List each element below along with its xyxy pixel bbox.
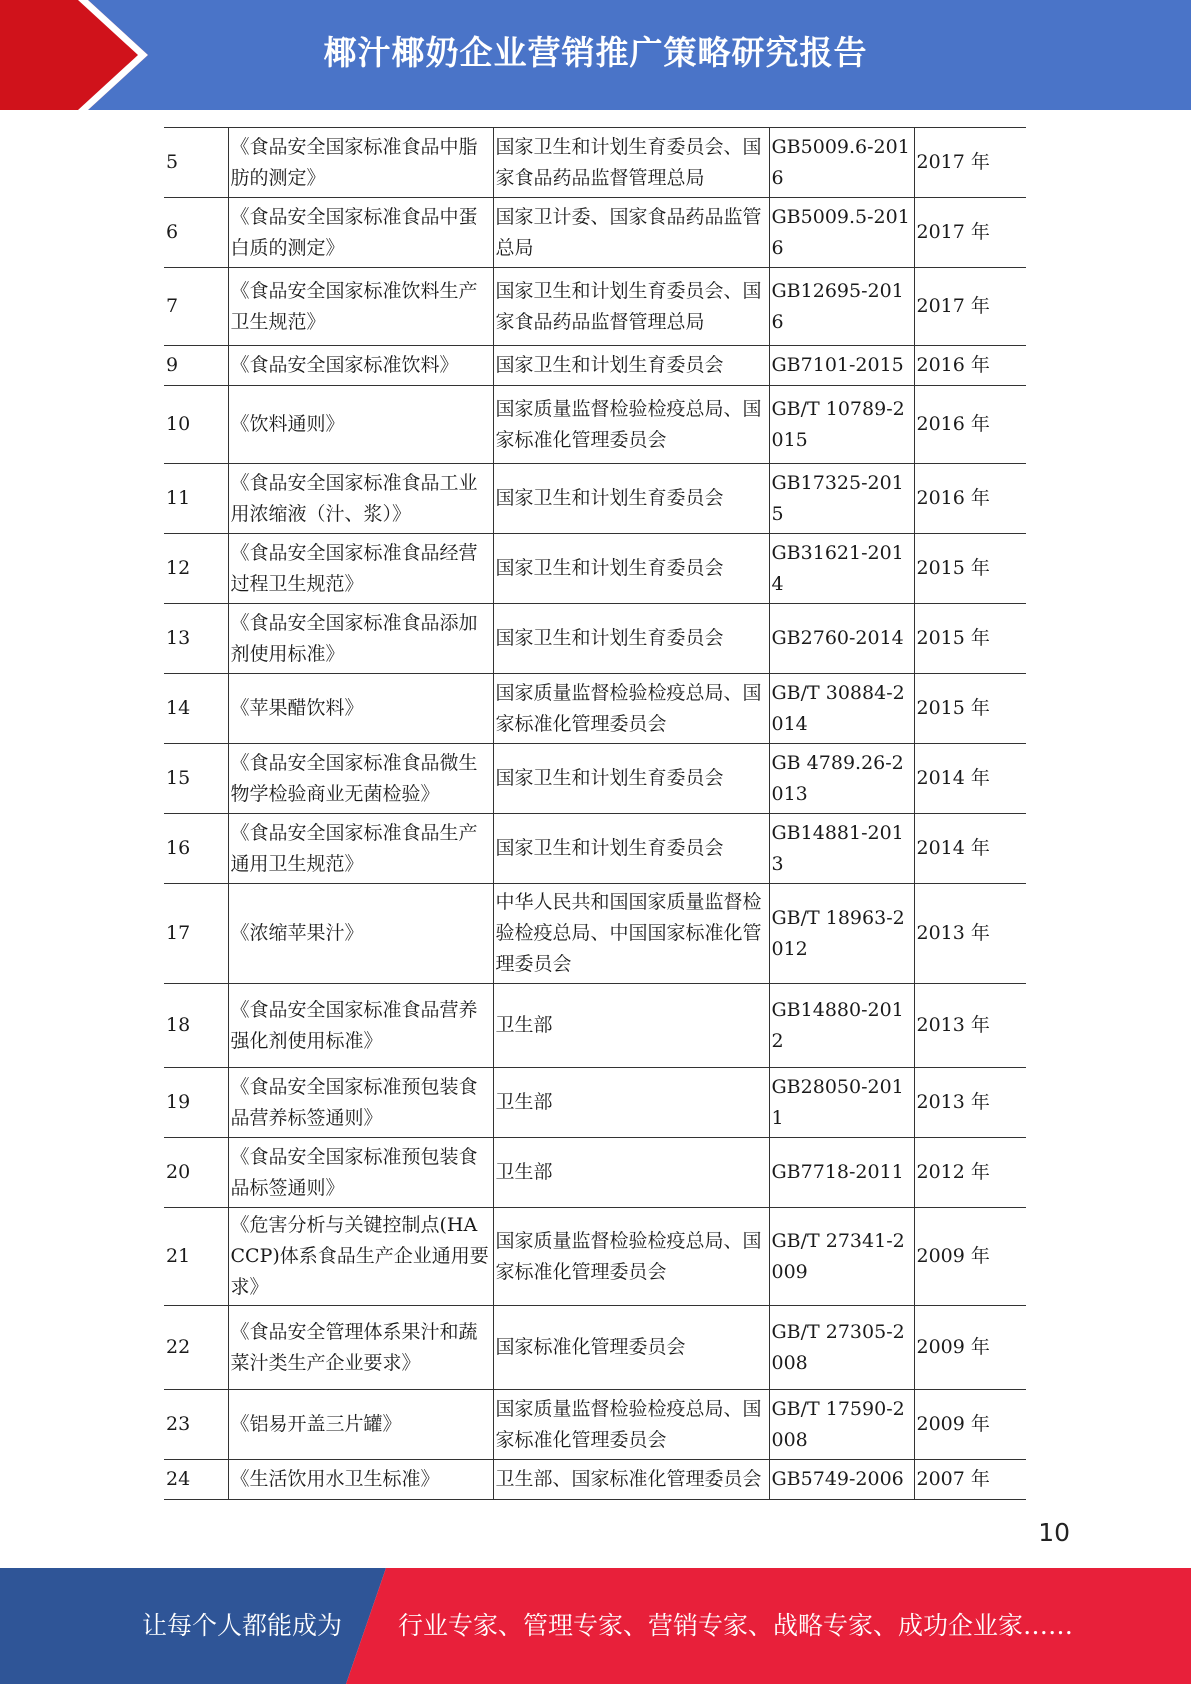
standard-code: GB7718-2011	[769, 1138, 914, 1208]
standard-name: 《食品安全国家标准预包装食品营养标签通则》	[228, 1068, 493, 1138]
issue-year: 2007 年	[914, 1460, 1026, 1500]
issuing-body: 国家质量监督检验检疫总局、国家标准化管理委员会	[493, 1390, 769, 1460]
issuing-body: 国家卫计委、国家食品药品监管总局	[493, 198, 769, 268]
standard-name: 《食品安全国家标准食品生产通用卫生规范》	[228, 814, 493, 884]
table-row	[164, 268, 1026, 346]
row-number: 22	[164, 1306, 228, 1390]
issue-year: 2015 年	[914, 604, 1026, 674]
standard-code: GB2760-2014	[769, 604, 914, 674]
standard-name: 《饮料通则》	[228, 386, 493, 464]
table-row	[164, 984, 1026, 1068]
issuing-body: 国家质量监督检验检疫总局、国家标准化管理委员会	[493, 674, 769, 744]
table-row	[164, 1460, 1026, 1500]
issuing-body: 卫生部、国家标准化管理委员会	[493, 1460, 769, 1500]
row-number: 24	[164, 1460, 228, 1500]
standard-code: GB/T 18963-2012	[769, 884, 914, 984]
issue-year: 2016 年	[914, 464, 1026, 534]
row-number: 16	[164, 814, 228, 884]
row-number: 17	[164, 884, 228, 984]
footer-banner	[0, 1568, 1191, 1684]
standard-name: 《食品安全国家标准食品工业用浓缩液（汁、浆）》	[228, 464, 493, 534]
issuing-body: 国家卫生和计划生育委员会	[493, 744, 769, 814]
issuing-body: 卫生部	[493, 1068, 769, 1138]
issuing-body: 国家卫生和计划生育委员会、国家食品药品监督管理总局	[493, 268, 769, 346]
issue-year: 2017 年	[914, 198, 1026, 268]
standard-name: 《食品安全国家标准食品中脂肪的测定》	[228, 128, 493, 198]
issuing-body: 国家卫生和计划生育委员会	[493, 464, 769, 534]
row-number: 13	[164, 604, 228, 674]
row-number: 23	[164, 1390, 228, 1460]
table-row	[164, 1306, 1026, 1390]
issue-year: 2014 年	[914, 744, 1026, 814]
report-title: 椰汁椰奶企业营销推广策略研究报告	[323, 33, 868, 72]
issue-year: 2013 年	[914, 984, 1026, 1068]
issuing-body: 国家卫生和计划生育委员会	[493, 534, 769, 604]
table-row	[164, 346, 1026, 386]
issuing-body: 国家标准化管理委员会	[493, 1306, 769, 1390]
row-number: 5	[164, 128, 228, 198]
row-number: 19	[164, 1068, 228, 1138]
standard-name: 《食品安全国家标准食品添加剂使用标准》	[228, 604, 493, 674]
standard-name: 《浓缩苹果汁》	[228, 884, 493, 984]
issuing-body: 卫生部	[493, 984, 769, 1068]
table-row	[164, 198, 1026, 268]
header-banner	[0, 0, 1191, 110]
table-row	[164, 1390, 1026, 1460]
standard-code: GB12695-2016	[769, 268, 914, 346]
standard-name: 《食品安全国家标准饮料》	[228, 346, 493, 386]
table-row	[164, 744, 1026, 814]
row-number: 7	[164, 268, 228, 346]
standard-name: 《食品安全国家标准食品经营过程卫生规范》	[228, 534, 493, 604]
row-number: 21	[164, 1208, 228, 1306]
table-row	[164, 464, 1026, 534]
row-number: 12	[164, 534, 228, 604]
standard-code: GB/T 30884-2014	[769, 674, 914, 744]
standard-code: GB 4789.26-2013	[769, 744, 914, 814]
standard-code: GB14880-2012	[769, 984, 914, 1068]
footer-slogan-left: 让每个人都能成为	[142, 1611, 343, 1640]
issuing-body: 中华人民共和国国家质量监督检验检疫总局、中国国家标准化管理委员会	[493, 884, 769, 984]
issue-year: 2014 年	[914, 814, 1026, 884]
standard-code: GB31621-2014	[769, 534, 914, 604]
standard-name: 《危害分析与关键控制点(HACCP)体系食品生产企业通用要求》	[228, 1208, 493, 1306]
standard-name: 《食品安全国家标准饮料生产卫生规范》	[228, 268, 493, 346]
standard-code: GB/T 10789-2015	[769, 386, 914, 464]
issue-year: 2015 年	[914, 534, 1026, 604]
table-row	[164, 534, 1026, 604]
standard-code: GB17325-2015	[769, 464, 914, 534]
issue-year: 2013 年	[914, 1068, 1026, 1138]
row-number: 18	[164, 984, 228, 1068]
standards-table	[164, 127, 1026, 1516]
standard-name: 《铝易开盖三片罐》	[228, 1390, 493, 1460]
standard-code: GB14881-2013	[769, 814, 914, 884]
standard-name: 《食品安全管理体系果汁和蔬菜汁类生产企业要求》	[228, 1306, 493, 1390]
standard-code: GB5009.5-2016	[769, 198, 914, 268]
issuing-body: 国家卫生和计划生育委员会	[493, 346, 769, 386]
issue-year: 2017 年	[914, 128, 1026, 198]
standard-name: 《生活饮用水卫生标准》	[228, 1460, 493, 1500]
page-number: 10	[1038, 1518, 1070, 1547]
issue-year: 2012 年	[914, 1138, 1026, 1208]
table-row	[164, 386, 1026, 464]
standard-name: 《苹果醋饮料》	[228, 674, 493, 744]
issue-year: 2009 年	[914, 1208, 1026, 1306]
row-number: 14	[164, 674, 228, 744]
footer-slogan-right: 行业专家、管理专家、营销专家、战略专家、成功企业家……	[398, 1611, 1074, 1640]
issue-year: 2013 年	[914, 884, 1026, 984]
issuing-body: 国家卫生和计划生育委员会	[493, 604, 769, 674]
table-row	[164, 1138, 1026, 1208]
table-row	[164, 884, 1026, 984]
standard-code: GB/T 17590-2008	[769, 1390, 914, 1460]
standard-code: GB5009.6-2016	[769, 128, 914, 198]
standard-name: 《食品安全国家标准食品营养强化剂使用标准》	[228, 984, 493, 1068]
standard-code: GB/T 27305-2008	[769, 1306, 914, 1390]
table-row	[164, 128, 1026, 198]
issue-year: 2009 年	[914, 1390, 1026, 1460]
row-number: 6	[164, 198, 228, 268]
issue-year: 2009 年	[914, 1306, 1026, 1390]
standard-code: GB5749-2006	[769, 1460, 914, 1500]
row-number: 20	[164, 1138, 228, 1208]
standard-name: 《食品安全国家标准食品中蛋白质的测定》	[228, 198, 493, 268]
row-number: 15	[164, 744, 228, 814]
standard-name: 《食品安全国家标准食品微生物学检验商业无菌检验》	[228, 744, 493, 814]
table-row	[164, 814, 1026, 884]
issuing-body: 卫生部	[493, 1138, 769, 1208]
table-body	[164, 128, 1026, 1500]
table-row	[164, 674, 1026, 744]
row-number: 9	[164, 346, 228, 386]
issue-year: 2016 年	[914, 386, 1026, 464]
standard-code: GB7101-2015	[769, 346, 914, 386]
issuing-body: 国家卫生和计划生育委员会	[493, 814, 769, 884]
table-row	[164, 1068, 1026, 1138]
issuing-body: 国家卫生和计划生育委员会、国家食品药品监督管理总局	[493, 128, 769, 198]
issuing-body: 国家质量监督检验检疫总局、国家标准化管理委员会	[493, 386, 769, 464]
row-number: 10	[164, 386, 228, 464]
standard-name: 《食品安全国家标准预包装食品标签通则》	[228, 1138, 493, 1208]
table-row	[164, 604, 1026, 674]
standard-code: GB28050-2011	[769, 1068, 914, 1138]
issue-year: 2015 年	[914, 674, 1026, 744]
row-number: 11	[164, 464, 228, 534]
standard-code: GB/T 27341-2009	[769, 1208, 914, 1306]
issue-year: 2016 年	[914, 346, 1026, 386]
table-row	[164, 1208, 1026, 1306]
issue-year: 2017 年	[914, 268, 1026, 346]
issuing-body: 国家质量监督检验检疫总局、国家标准化管理委员会	[493, 1208, 769, 1306]
